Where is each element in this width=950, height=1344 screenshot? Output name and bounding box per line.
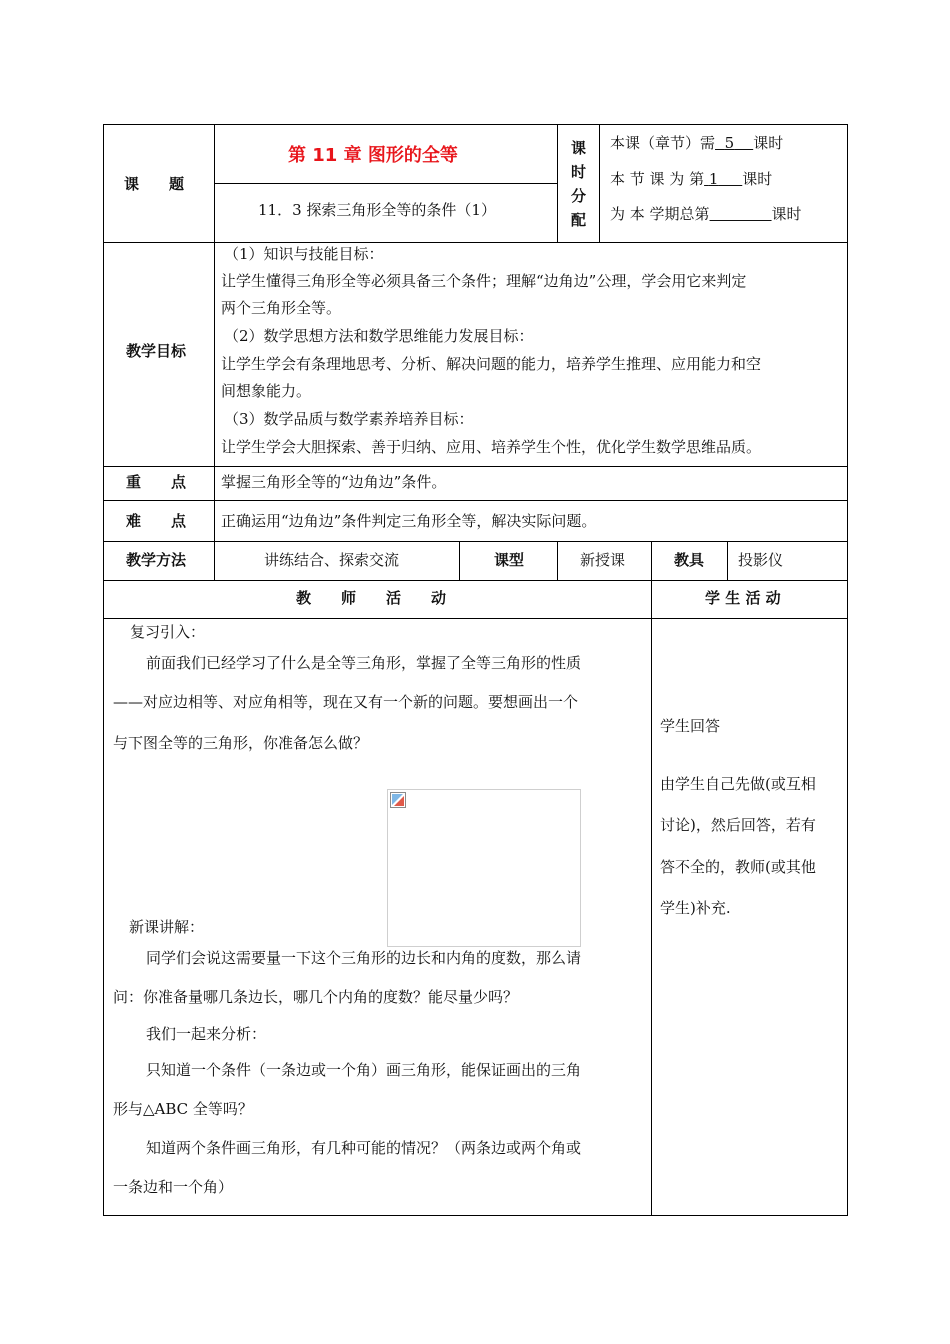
student-line: 讨论)，然后回答，若有 <box>660 816 816 834</box>
teacher-line: 问：你准备量哪几条边长，哪几个内角的度数？能尽量少吗？ <box>113 988 519 1006</box>
time-line-3-pre: 为 本 学期总第 <box>610 205 710 223</box>
lesson-type-label: 课型 <box>494 551 525 569</box>
objective-line: （1）知识与技能目标： <box>224 245 384 263</box>
col-activity <box>651 580 652 1216</box>
triangle-figure-placeholder <box>387 789 581 947</box>
border-bottom <box>103 1215 848 1216</box>
tools-label: 教具 <box>674 551 705 569</box>
teacher-line: 只知道一个条件（一条边或一个角）画三角形，能保证画出的三角 <box>146 1061 582 1079</box>
objective-line: 让学生懂得三角形全等必须具备三个条件；理解“边角边”公理，学会用它来判定 <box>221 272 747 290</box>
student-line: 由学生自己先做(或互相 <box>660 775 816 793</box>
divider-activity-header <box>103 618 848 619</box>
teacher-line: 我们一起来分析： <box>146 1025 267 1043</box>
objectives-label: 教学目标 <box>126 342 187 360</box>
key-point-text: 掌握三角形全等的“边角边”条件。 <box>221 473 447 491</box>
col-time-left <box>557 124 558 243</box>
difficulty-label: 难 点 <box>126 512 187 530</box>
time-line-3 <box>610 204 802 224</box>
objective-line: 间想象能力。 <box>221 382 312 400</box>
teacher-line: 一条边和一个角） <box>113 1178 234 1196</box>
teacher-line: 知道两个条件画三角形，有几种可能的情况？（两条边或两个角或 <box>146 1139 582 1157</box>
time-line-2-value <box>704 170 742 188</box>
method-value: 讲练结合、探索交流 <box>264 551 400 569</box>
lesson-type-value: 新授课 <box>580 551 626 569</box>
key-point-label: 重 点 <box>126 473 187 491</box>
student-line: 答不全的，教师(或其他 <box>660 858 816 876</box>
broken-image-icon <box>390 792 406 808</box>
time-line-3-blank <box>710 205 772 223</box>
student-line: 学生)补充. <box>660 899 731 917</box>
col-method-2 <box>557 541 558 581</box>
time-label-char: 课 <box>571 139 587 157</box>
section-title: 11．3 探索三角形全等的条件（1） <box>258 201 496 219</box>
col-time-right <box>599 124 600 243</box>
teacher-line: 复习引入： <box>130 623 206 641</box>
difficulty-text: 正确运用“边角边”条件判定三角形全等，解决实际问题。 <box>221 512 597 530</box>
objective-line: 两个三角形全等。 <box>221 299 342 317</box>
objective-line: （2）数学思想方法和数学思维能力发展目标： <box>224 327 534 345</box>
student-activity-header: 学 生 活 动 <box>705 589 781 607</box>
time-line-1-pre: 本课（章节）需 <box>610 134 716 152</box>
teacher-line: 同学们会说这需要量一下这个三角形的边长和内角的度数，那么请 <box>146 949 582 967</box>
time-value-lesson: 1 <box>708 170 719 188</box>
student-line: 学生回答 <box>660 717 721 735</box>
topic-label: 课 题 <box>124 175 185 193</box>
teacher-line: 与下图全等的三角形，你准备怎么做？ <box>113 734 369 752</box>
col-method-3 <box>651 541 652 581</box>
time-label-char: 时 <box>571 163 587 181</box>
time-line-1-value <box>715 134 753 152</box>
teacher-line: ——对应边相等、对应角相等，现在又有一个新的问题。要想画出一个 <box>113 693 579 711</box>
time-line-2 <box>610 169 772 189</box>
time-label-char: 配 <box>571 211 587 229</box>
teacher-activity-header: 教 师 活 动 <box>296 589 447 607</box>
border-left <box>103 124 104 1216</box>
method-label: 教学方法 <box>126 551 187 569</box>
teacher-line: 新课讲解： <box>129 918 205 936</box>
objective-line: 让学生学会有条理地思考、分析、解决问题的能力，培养学生推理、应用能力和空 <box>221 355 762 373</box>
time-value-chapter: 5 <box>724 134 735 152</box>
objective-line: （3）数学品质与数学素养培养目标： <box>224 410 474 428</box>
border-right <box>847 124 848 1216</box>
time-line-1 <box>610 133 783 153</box>
divider-title <box>214 183 557 184</box>
col-method-1 <box>459 541 460 581</box>
time-line-3-post: 课时 <box>771 205 802 223</box>
objective-line: 让学生学会大胆探索、善于归纳、应用、培养学生个性，优化学生数学思维品质。 <box>221 438 762 456</box>
teacher-line: 前面我们已经学习了什么是全等三角形，掌握了全等三角形的性质 <box>146 654 582 672</box>
time-line-2-post: 课时 <box>742 170 773 188</box>
col-label-divider <box>214 124 215 581</box>
time-label-char: 分 <box>571 187 587 205</box>
chapter-title: 第 11 章 图形的全等 <box>288 145 458 166</box>
tools-value: 投影仪 <box>738 551 784 569</box>
teacher-line: 形与△ABC 全等吗？ <box>113 1100 253 1118</box>
time-line-1-post: 课时 <box>753 134 784 152</box>
time-line-2-pre: 本 节 课 为 第 <box>610 170 705 188</box>
col-method-4 <box>727 541 728 581</box>
